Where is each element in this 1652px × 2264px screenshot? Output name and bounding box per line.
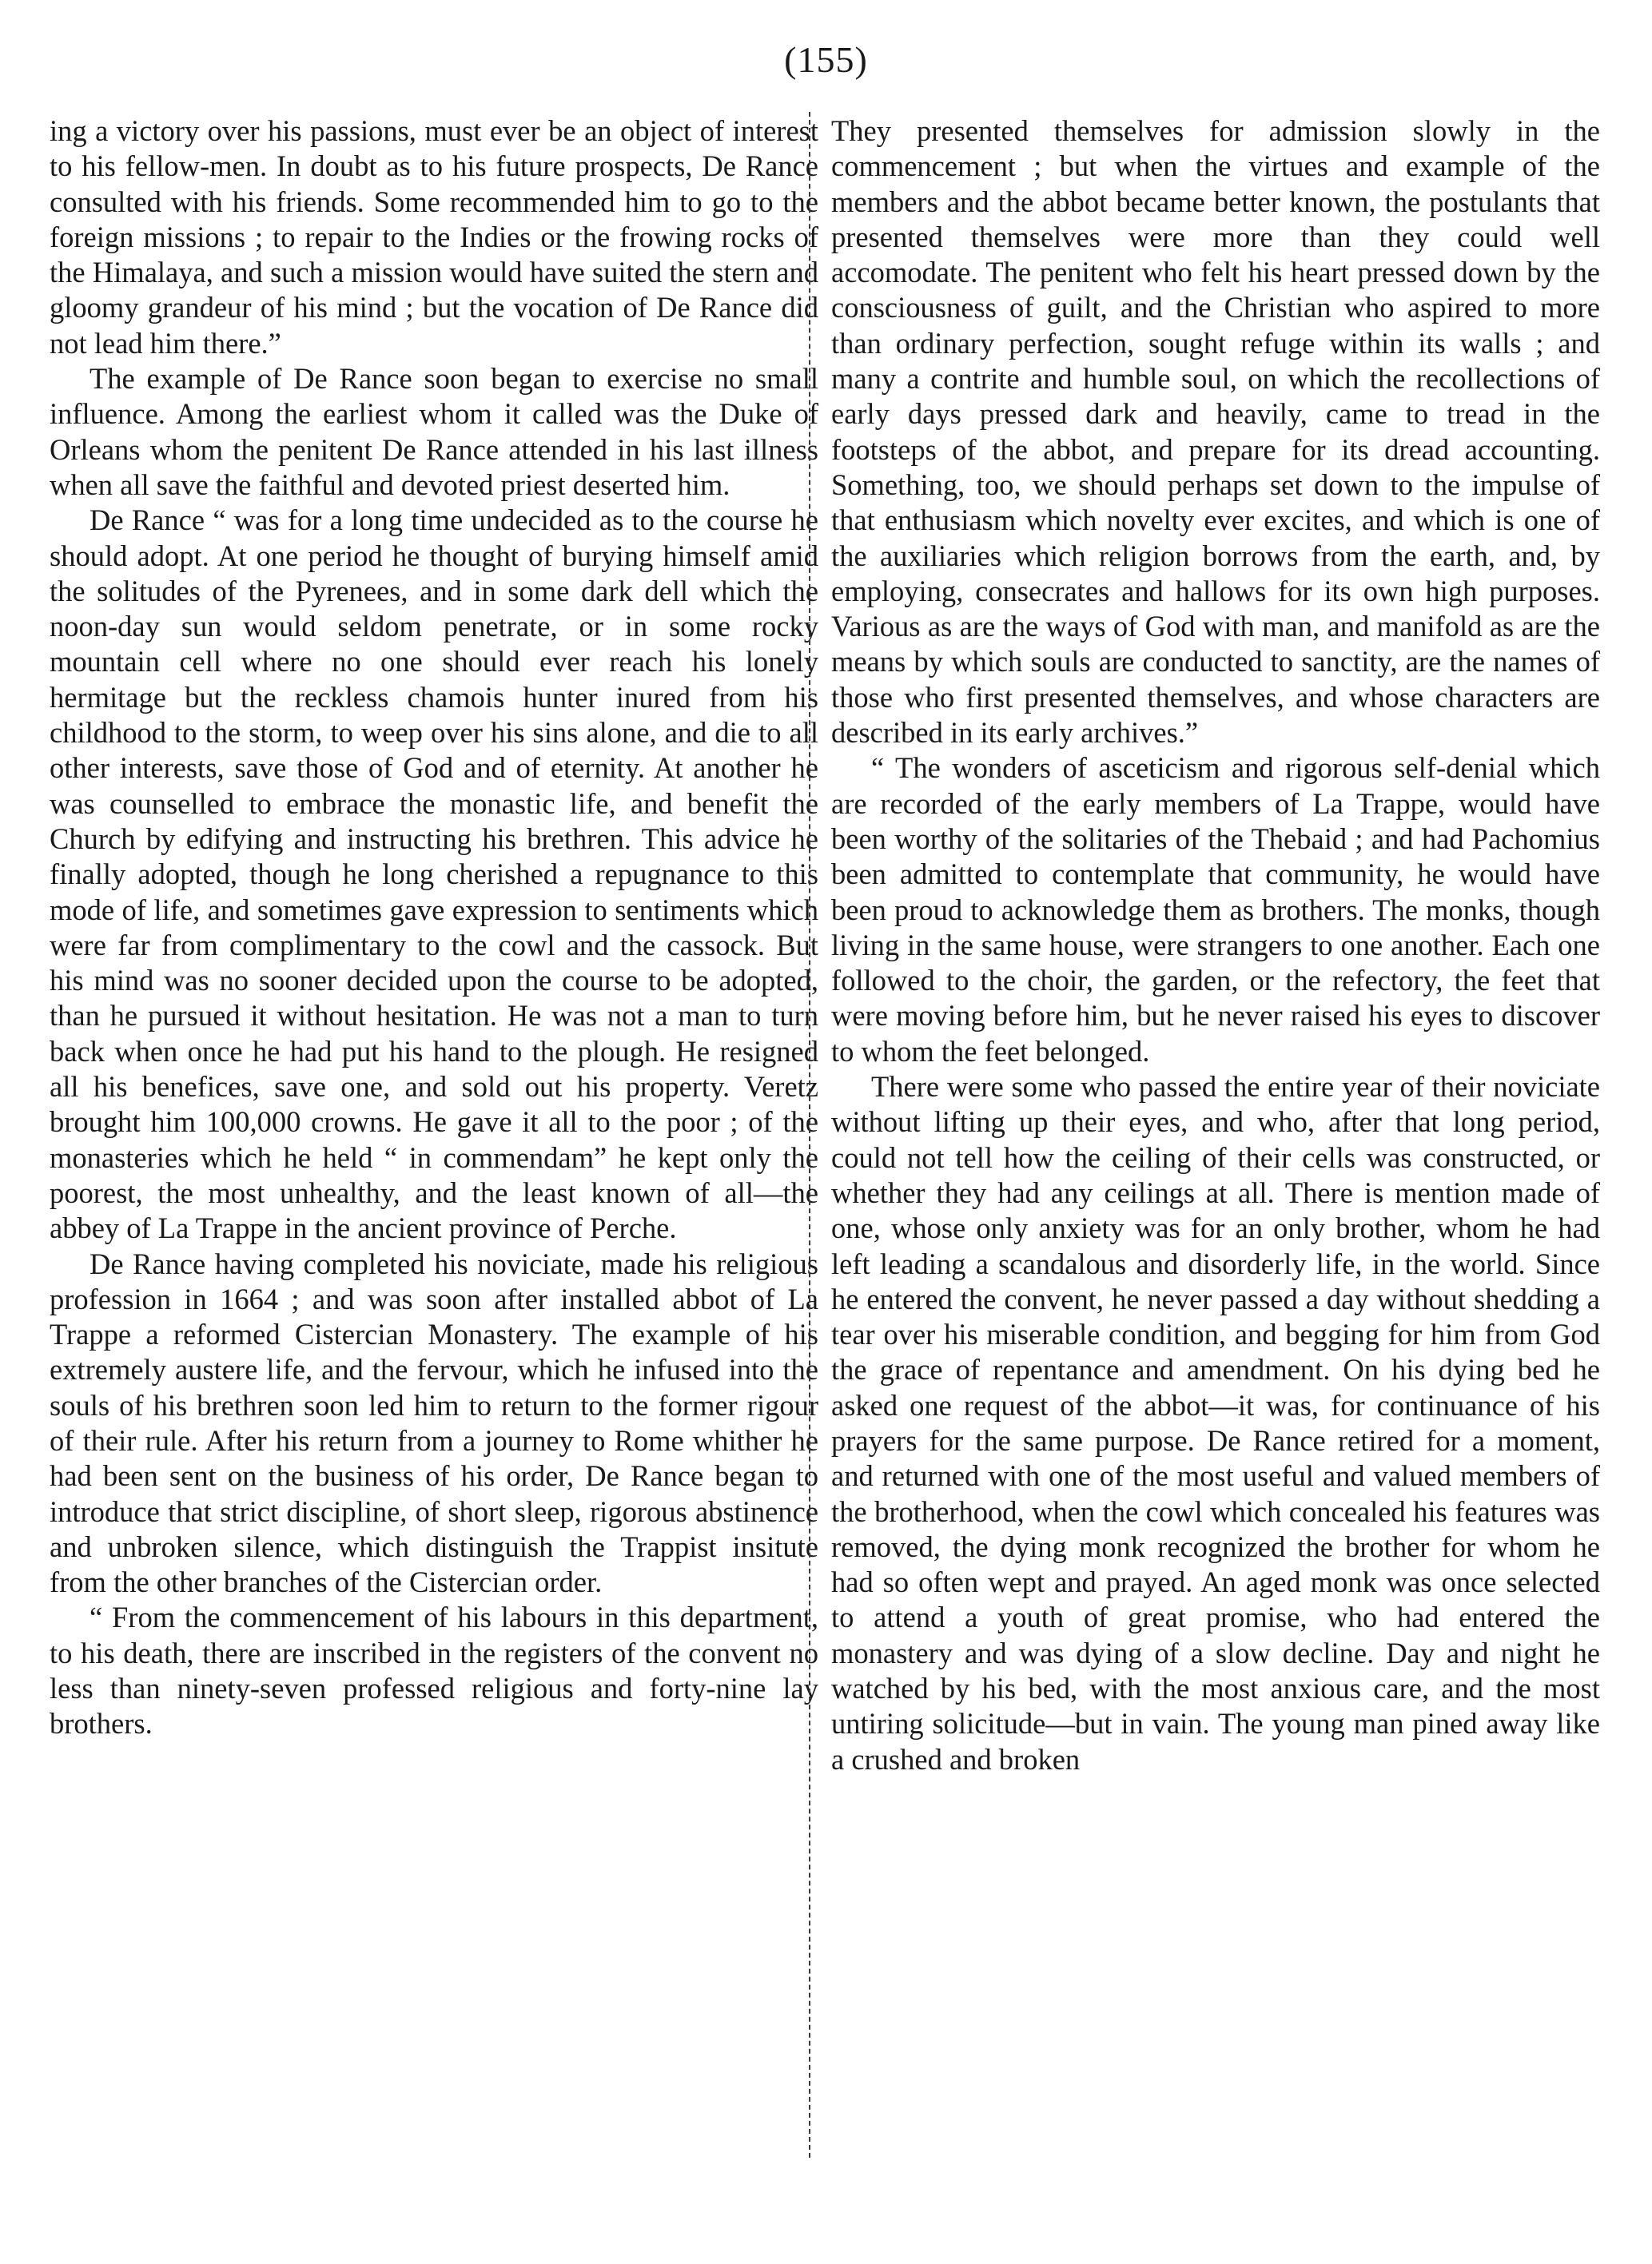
paragraph: The example of De Rance soon began to exercise no small influence. Among the earliest whom it called was the Duke of Orleans whom the penitent De Rance attended in his last illness when all save the faithful and devoted priest deserted him. [50, 362, 818, 501]
paragraph: There were some who passed the entire year of their noviciate without lifting up their eyes, and who, after that long period, could not tell how the ceiling of their cells was constructed, or whether they had any ceilings at all. There is mention made of one, whose only anxiety was for an only brother, whom he had left leading a scandalous and disorderly life, in the world. Since he entered the convent, he never passed a day without shedding a tear over his miserable condition, and begging for him from God the grace of repentance and amendment. On his dying bed he asked one request of the abbot—it was, for continuance of his prayers for the same purpose. De Rance retired for a moment, and returned with one of the most useful and valued members of the brotherhood, when the cowl which concealed his features was removed, the dying monk recognized the brother for whom he had so often wept and prayed. An aged monk was once selected to attend a youth of great promise, who had entered the monastery and was dying of a slow decline. Day and night he watched by his bed, with the most anxious care, and the most untiring solicitude—but in vain. The young man pined away like a crushed and broken [831, 1070, 1600, 1776]
paragraph: ing a victory over his passions, must ever be an object of interest to his fellow-men. In doubt as to his future prospects, De Rance consulted with his friends. Some recommended him to go to the foreign missions ; to repair to the Indies or the frowing rocks of the Himalaya, and such a mission would have suited the stern and gloomy grandeur of his mind ; but the vocation of De Rance did not lead him there.” [50, 114, 818, 360]
column-divider [809, 112, 810, 2158]
paragraph: They presented themselves for admission slowly in the commencement ; but when the virtues and example of the members and the abbot became better known, the postulants that presented themselves were more than they could well accomodate. The penitent who felt his heart pressed down by the consciousness of guilt, and the Christian who aspired to more than ordinary perfection, sought refuge within its walls ; and many a contrite and humble soul, on which the recollections of early days pressed dark and heavily, came to tread in the footsteps of the abbot, and prepare for its dread accounting. Something, too, we should perhaps set down to the impulse of that enthusiasm which novelty ever excites, and which is one of the auxiliaries which religion borrows from the earth, and, by employing, consecrates and hallows for its own high purposes. Various as are the ways of God with man, and manifold as are the means by which souls are conducted to sanctity, are the names of those who first presented themselves, and whose characters are described in its early archives.” [831, 114, 1600, 750]
left-column [50, 113, 818, 1742]
paragraph: De Rance having completed his noviciate, made his religious profession in 1664 ; and was soon after installed abbot of La Trappe a reformed Cistercian Monastery. The example of his extremely austere life, and the fervour, which he infused into the souls of his brethren soon led him to return to the former rigour of their rule. After his return from a journey to Rome whither he had been sent on the business of his order, De Rance began to introduce that strict discipline, of short sleep, rigorous abstinence and unbroken silence, which distinguish the Trappist insitute from the other branches of the Cistercian order. [50, 1247, 818, 1599]
paragraph: “ From the commencement of his labours in this department, to his death, there are inscribed in the registers of the convent no less than ninety-seven professed religious and forty-nine lay brothers. [50, 1601, 818, 1741]
page-number: (155) [784, 39, 868, 80]
paragraph: De Rance “ was for a long time undecided as to the course he should adopt. At one period he thought of burying himself amid the solitudes of the Pyrenees, and in some dark dell which the noon-day sun would seldom penetrate, or in some rocky mountain cell where no one should ever reach his lonely hermitage but the reckless chamois hunter inured from his childhood to the storm, to weep over his sins alone, and die to all other interests, save those of God and of eternity. At another he was counselled to embrace the monastic life, and benefit the Church by edifying and instructing his brethren. This advice he finally adopted, though he long cherished a repugnance to this mode of life, and sometimes gave expression to sentiments which were far from complimentary to the cowl and the cassock. But his mind was no sooner decided upon the course to be adopted, than he pursued it without hesitation. He was not a man to turn back when once he had put his hand to the plough. He resigned all his benefices, save one, and sold out his property. Veretz brought him 100,000 crowns. He gave it all to the poor ; of the monasteries which he held “ in commendam” he kept only the poorest, the most unhealthy, and the least known of all—the abbey of La Trappe in the ancient province of Perche. [50, 503, 818, 1245]
paragraph: “ The wonders of asceticism and rigorous self-denial which are recorded of the early members of La Trappe, would have been worthy of the solitaries of the Thebaid ; and had Pachomius been admitted to contemplate that community, he would have been proud to acknowledge them as brothers. The monks, though living in the same house, were strangers to one another. Each one followed to the choir, the garden, or the refectory, the feet that were moving before him, but he never raised his eyes to discover to whom the feet belonged. [831, 751, 1600, 1068]
right-column [831, 113, 1600, 1777]
